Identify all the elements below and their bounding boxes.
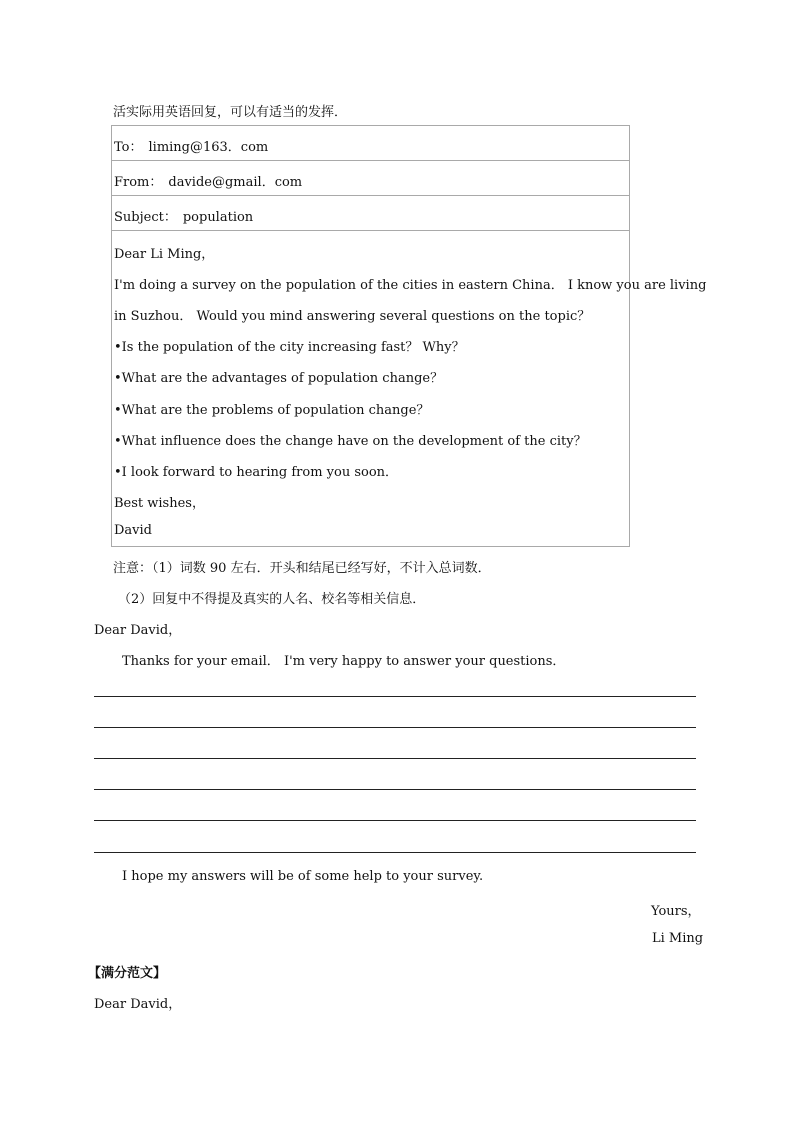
reply-closing-line: I hope my answers will be of some help to your survey. [122,869,484,884]
answer-line [94,696,696,697]
reply-opening: Thanks for your email． I'm very happy to answer your questions． [122,654,566,669]
email-intro-line-1: I'm doing a survey on the population of the cities in eastern China． I know you are living [114,278,707,293]
subject-label: Subject： [114,210,177,225]
email-box [111,125,707,547]
to-value: liming@163．com [148,140,269,155]
note-2: （2）回复中不得提及真实的人名、校名等相关信息． [118,592,426,607]
email-from-row [112,161,629,196]
from-value: davide@gmail．com [168,175,303,190]
email-subject-row [112,196,629,231]
answer-line [94,820,696,821]
to-label: To： [114,140,143,155]
email-closing: Best wishes， [114,496,205,511]
email-intro-line-2: in Suzhou． Would you mind answering several questions on the topic？ [114,309,591,324]
question-item: •What influence does the change have on the development of the city？ [114,434,587,449]
model-essay-heading: 【满分范文】 [88,966,167,981]
email-greeting: Dear Li Ming， [114,247,215,262]
reply-signature: Li Ming [652,931,704,946]
note-1: 注意：（1）词数 90 左右．开头和结尾已经写好，不计入总词数． [113,561,491,576]
reply-sign-off: Yours， [651,904,701,919]
subject-value: population [182,210,254,225]
question-item: •What are the problems of population change？ [114,403,430,418]
question-item: •Is the population of the city increasing fast？ Why？ [114,340,465,355]
instruction-text: 活实际用英语回复，可以有适当的发挥． [113,105,348,120]
model-greeting: Dear David， [94,997,182,1012]
reply-greeting: Dear David， [94,623,182,638]
email-to-row [112,126,629,161]
answer-line [94,727,696,728]
answer-line [94,758,696,759]
question-item: •I look forward to hearing from you soon． [114,465,399,480]
answer-line [94,789,696,790]
answer-line [94,852,696,853]
from-label: From： [114,175,163,190]
email-signature: David [114,523,152,538]
question-item: •What are the advantages of population change？ [114,371,444,386]
